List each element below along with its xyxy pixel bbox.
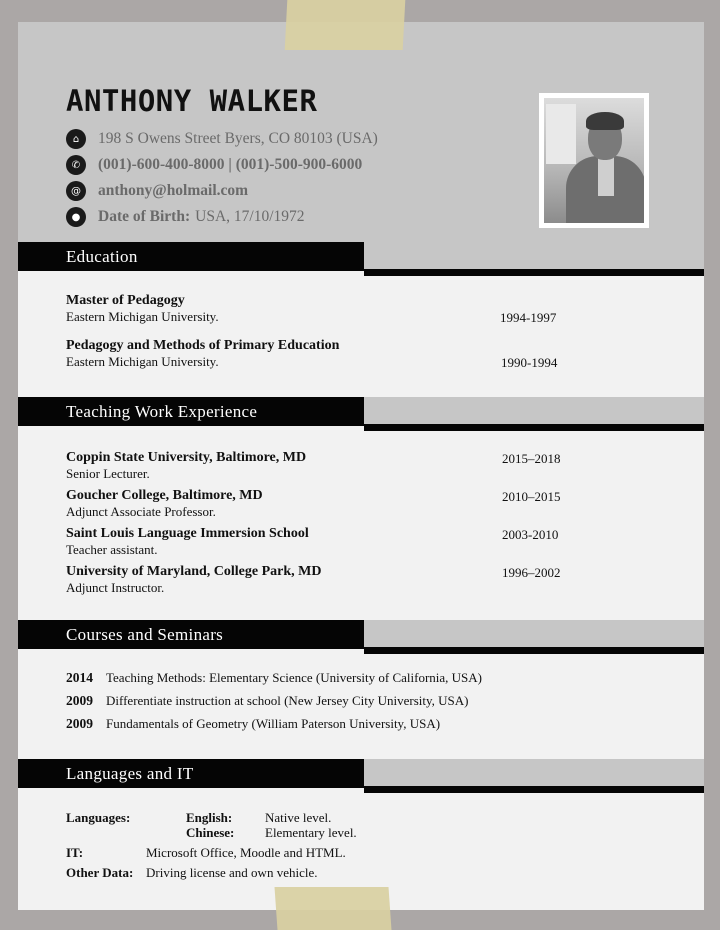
section-teaching xyxy=(18,397,704,433)
job-role: Adjunct Instructor. xyxy=(66,580,165,595)
institution-name: University of Maryland, College Park, MD xyxy=(66,564,322,579)
school-name: Eastern Michigan University. xyxy=(66,354,219,369)
institution-name: Coppin State University, Baltimore, MD xyxy=(66,450,307,465)
degree-title: Master of Pedagogy xyxy=(66,293,185,308)
email-text: anthony@holmail.com xyxy=(98,182,249,199)
section-title: Teaching Work Experience xyxy=(18,397,364,426)
section-education xyxy=(18,242,704,278)
dob-row xyxy=(66,206,305,228)
address-row xyxy=(66,128,378,150)
teaching-dates: 2003-2010 xyxy=(502,527,559,542)
tape-strip-top xyxy=(285,0,406,50)
chinese-label: Chinese: xyxy=(186,825,235,840)
languages-label: Languages: xyxy=(66,810,131,825)
address-text: 198 S Owens Street Byers, CO 80103 (USA) xyxy=(98,130,378,147)
teaching-dates: 2010–2015 xyxy=(502,489,561,504)
course-year: 2009 xyxy=(66,693,93,708)
person-icon: ● xyxy=(66,207,86,227)
dob-label: Date of Birth: xyxy=(98,208,191,225)
profile-photo xyxy=(539,93,649,228)
course-row xyxy=(66,692,468,710)
chinese-level: Elementary level. xyxy=(265,825,357,840)
email-row xyxy=(66,180,248,202)
school-name: Eastern Michigan University. xyxy=(66,309,219,324)
it-label: IT: xyxy=(66,845,84,860)
course-text: Teaching Methods: Elementary Science (University of California, USA) xyxy=(106,670,482,685)
tape-strip-bottom xyxy=(274,887,391,930)
dob-value: USA, 17/10/1972 xyxy=(195,208,305,225)
degree-title: Pedagogy and Methods of Primary Education xyxy=(66,338,340,353)
course-text: Differentiate instruction at school (New Jersey City University, USA) xyxy=(106,693,469,708)
job-role: Adjunct Associate Professor. xyxy=(66,504,216,519)
job-role: Teacher assistant. xyxy=(66,542,158,557)
institution-name: Saint Louis Language Immersion School xyxy=(66,526,309,541)
course-row xyxy=(66,715,440,733)
at-icon: @ xyxy=(66,181,86,201)
institution-name: Goucher College, Baltimore, MD xyxy=(66,488,263,503)
education-dates: 1994-1997 xyxy=(500,310,557,325)
phone-icon: ✆ xyxy=(66,155,86,175)
english-level: Native level. xyxy=(265,810,332,825)
education-dates: 1990-1994 xyxy=(501,355,558,370)
teaching-dates: 1996–2002 xyxy=(502,565,561,580)
teaching-dates: 2015–2018 xyxy=(502,451,561,466)
section-title: Courses and Seminars xyxy=(18,620,364,649)
education-entry xyxy=(66,293,666,325)
phone-row xyxy=(66,154,362,176)
course-year: 2014 xyxy=(66,670,93,685)
english-label: English: xyxy=(186,810,233,825)
section-title: Languages and IT xyxy=(18,759,364,788)
section-languages xyxy=(18,759,704,795)
teaching-entry xyxy=(66,526,666,558)
candidate-name: ANTHONY WALKER xyxy=(66,84,318,118)
other-data-label: Other Data: xyxy=(66,865,134,880)
course-row xyxy=(66,669,482,687)
section-title: Education xyxy=(18,242,364,271)
teaching-entry xyxy=(66,564,666,596)
phone-text: (001)-600-400-8000 | (001)-500-900-6000 xyxy=(98,156,363,173)
course-year: 2009 xyxy=(66,716,93,731)
teaching-entry xyxy=(66,488,666,520)
home-icon: ⌂ xyxy=(66,129,86,149)
education-entry xyxy=(66,338,666,370)
it-value: Microsoft Office, Moodle and HTML. xyxy=(146,845,346,860)
section-courses xyxy=(18,620,704,656)
teaching-entry xyxy=(66,450,666,482)
job-role: Senior Lecturer. xyxy=(66,466,150,481)
resume-sheet xyxy=(18,22,704,910)
course-text: Fundamentals of Geometry (William Paterson University, USA) xyxy=(106,716,441,731)
other-data-value: Driving license and own vehicle. xyxy=(146,865,318,880)
